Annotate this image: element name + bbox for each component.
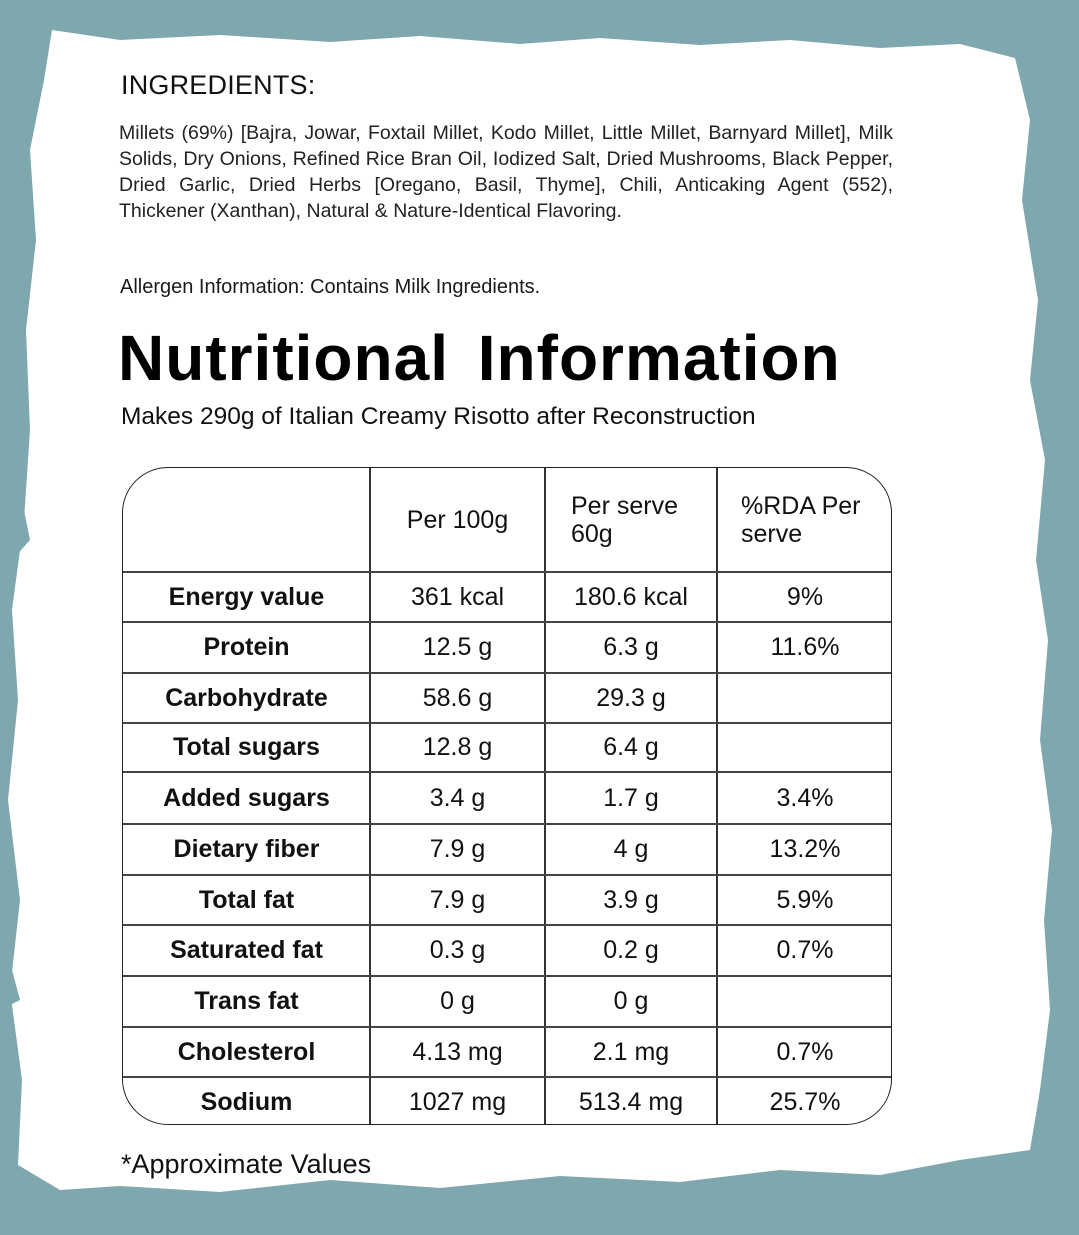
per-100g-value: 361 kcal (410, 582, 505, 611)
rda-value (717, 673, 892, 723)
per-serve-value: 513.4 mg (578, 1088, 684, 1116)
per-100g-value: 3.4 g (429, 783, 486, 812)
per-serve-value: 2.1 mg (592, 1037, 670, 1066)
nutrition-subtitle: Makes 290g of Italian Creamy Risotto after Reconstruction (121, 403, 756, 430)
rda-value: 11.6% (770, 633, 840, 661)
per-serve-value: 1.7 g (603, 783, 659, 812)
rda-value: 3.4% (776, 783, 834, 812)
table-header-cell: Per serve 60g (571, 492, 678, 548)
table-header-cell: Per 100g (406, 505, 509, 534)
per-serve-value: 29.3 g (596, 683, 666, 712)
per-100g-value: 12.8 g (422, 733, 493, 761)
per-100g-value: 7.9 g (429, 835, 486, 863)
per-serve-value: 6.3 g (603, 633, 659, 661)
rda-value: 0.7% (776, 936, 834, 964)
per-100g-value: 7.9 g (429, 885, 486, 914)
rda-value: 5.9% (776, 885, 834, 914)
nutrient-name: Total sugars (173, 733, 320, 761)
nutrient-name: Total fat (198, 885, 295, 914)
per-serve-value: 0 g (613, 987, 649, 1015)
rda-value: 13.2% (769, 835, 841, 863)
nutrient-name: Dietary fiber (173, 835, 320, 863)
nutrient-name: Cholesterol (177, 1037, 316, 1066)
per-100g-value: 12.5 g (422, 633, 493, 661)
per-100g-value: 0.3 g (429, 936, 486, 964)
nutrient-name: Added sugars (163, 783, 330, 812)
per-serve-value: 4 g (613, 835, 649, 863)
rda-value: 25.7% (769, 1088, 841, 1116)
nutrient-name: Sodium (200, 1088, 293, 1116)
nutrition-title: Nutritional Information (118, 322, 841, 394)
approximate-values-footnote: *Approximate Values (121, 1149, 372, 1179)
table-header-cell (123, 468, 370, 572)
per-100g-value: 58.6 g (422, 683, 493, 712)
nutrient-name: Trans fat (194, 987, 299, 1015)
per-serve-value: 0.2 g (603, 936, 659, 964)
ingredients-list: Millets (69%) [Bajra, Jowar, Foxtail Millet, Kodo Millet, Little Millet, Barnyard Millet], Milk Solids, Dry Onions, Refined Rice Bran Oil, Iodized Salt, Dried Mushrooms, Black Pepper, Dried Garlic, Dried Herbs [Oregano, Basil, Thyme], Chili, Anticaking Agent (552), Thickener (Xanthan), Natural & Nature-Identical Flavoring. (119, 122, 893, 222)
nutrient-name: Energy value (168, 582, 325, 611)
rda-value (717, 976, 892, 1027)
per-100g-value: 4.13 mg (412, 1037, 503, 1066)
nutrient-name: Saturated fat (170, 936, 323, 964)
rda-value (717, 723, 892, 772)
per-100g-value: 1027 mg (408, 1088, 507, 1116)
rda-value: 0.7% (776, 1037, 834, 1066)
nutrition-table (122, 467, 892, 1125)
per-serve-value: 3.9 g (603, 885, 659, 914)
allergen-information: Allergen Information: Contains Milk Ingredients. (120, 276, 541, 298)
rda-value: 9% (786, 582, 824, 611)
per-100g-value: 0 g (440, 987, 475, 1015)
per-serve-value: 6.4 g (603, 733, 659, 761)
nutrient-name: Protein (203, 633, 290, 661)
nutrient-name: Carbohydrate (165, 683, 328, 712)
table-header-cell: %RDA Per serve (741, 492, 861, 548)
ingredients-heading: INGREDIENTS: (121, 70, 316, 100)
per-serve-value: 180.6 kcal (574, 582, 688, 611)
